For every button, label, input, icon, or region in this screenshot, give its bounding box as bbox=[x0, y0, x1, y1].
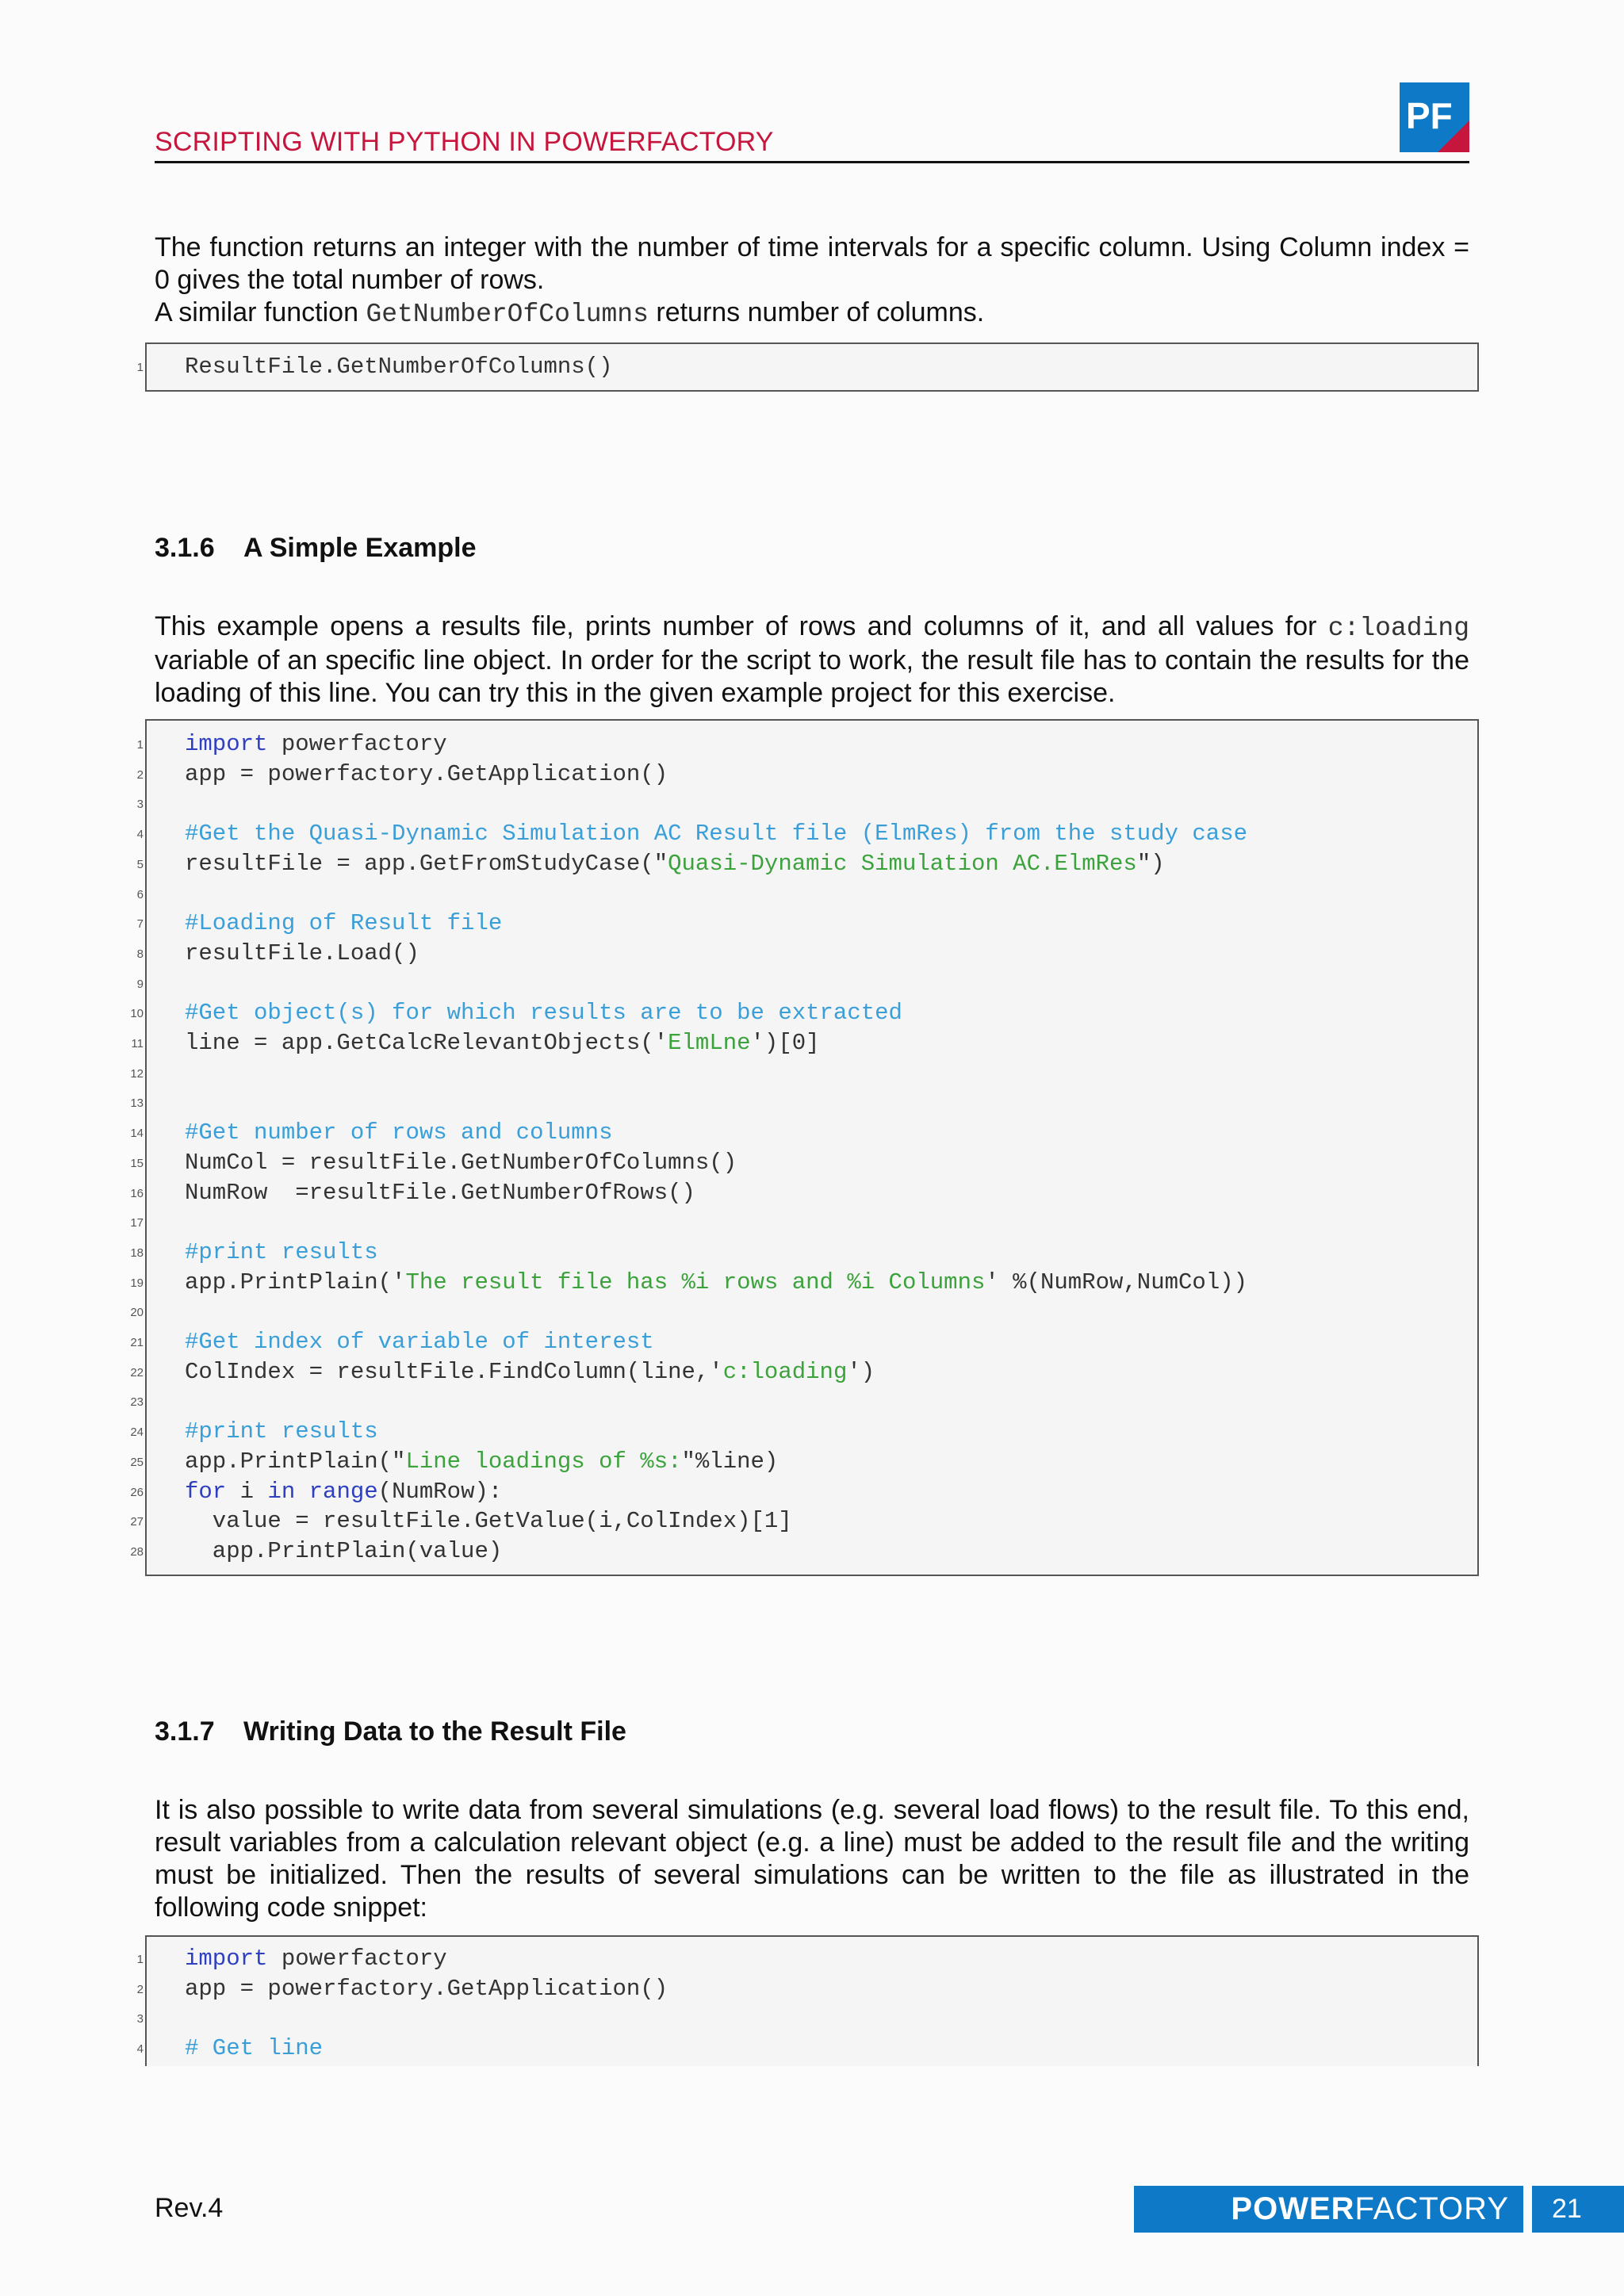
pf-logo-icon bbox=[1400, 82, 1469, 152]
code-token: line = app.GetCalcRelevantObjects(' bbox=[185, 1030, 668, 1056]
section-heading-3-1-6 bbox=[155, 533, 477, 564]
code-string: ElmLne bbox=[668, 1030, 751, 1056]
line-number: 10 bbox=[130, 1007, 144, 1021]
line-number: 4 bbox=[136, 828, 144, 842]
code-token: ColIndex = resultFile.FindColumn(line,' bbox=[185, 1358, 723, 1385]
line-number: 4 bbox=[136, 2042, 144, 2057]
code-text bbox=[185, 1148, 737, 1178]
code-token bbox=[295, 1479, 308, 1505]
code-text bbox=[185, 1028, 820, 1058]
code-text bbox=[185, 849, 1165, 879]
line-number: 24 bbox=[130, 1425, 144, 1440]
section-title: A Simple Example bbox=[243, 533, 477, 563]
code-text bbox=[185, 1447, 778, 1477]
code-comment: #Get object(s) for which results are to be extracted bbox=[185, 1000, 902, 1027]
line-number: 25 bbox=[130, 1455, 144, 1469]
code-line bbox=[130, 1178, 1477, 1208]
code-line bbox=[136, 1944, 1477, 1974]
brand-banner bbox=[1134, 2186, 1523, 2233]
line-number: 19 bbox=[130, 1276, 144, 1290]
code-line bbox=[136, 760, 1477, 790]
code-line bbox=[136, 2034, 1477, 2064]
code-text bbox=[185, 1974, 668, 2004]
code-text bbox=[185, 998, 902, 1028]
code-line bbox=[130, 1088, 1477, 1118]
code-string: c:loading bbox=[722, 1358, 848, 1385]
code-line bbox=[136, 789, 1477, 819]
code-comment: #Get the Quasi-Dynamic Simulation AC Result file (ElmRes) from the study case bbox=[185, 821, 1248, 848]
code-comment: #print results bbox=[185, 1418, 378, 1445]
header-rule bbox=[155, 161, 1469, 163]
line-number: 11 bbox=[131, 1037, 144, 1050]
section-2-paragraph: It is also possible to write data from several simulations (e.g. several load flows) to the result file. To this end, result variables from a calculation relevant object (e.g. a line) must be added to the result file and the writing must be initialized. Then the results of several simulations can be written to the file as illustrated in the following code snippet: bbox=[155, 1795, 1469, 1923]
line-number: 13 bbox=[130, 1096, 144, 1111]
code-line bbox=[136, 352, 1477, 382]
code-line bbox=[136, 939, 1477, 969]
intro-paragraph bbox=[155, 232, 1469, 331]
section-title: Writing Data to the Result File bbox=[243, 1716, 626, 1747]
code-token: app = powerfactory.GetApplication() bbox=[185, 1975, 668, 2002]
line-number: 2 bbox=[136, 1982, 144, 1996]
code-token: (NumRow): bbox=[377, 1478, 503, 1505]
code-line bbox=[136, 819, 1477, 849]
line-number: 7 bbox=[136, 917, 144, 932]
code-line bbox=[130, 1058, 1477, 1089]
code-string: The result file has %i rows and %i Columns bbox=[405, 1269, 986, 1295]
code-text bbox=[185, 760, 668, 790]
code-text bbox=[185, 1178, 695, 1208]
line-number: 3 bbox=[136, 798, 144, 812]
code-keyword: import bbox=[185, 731, 268, 757]
code-comment: # Get line bbox=[185, 2035, 324, 2062]
line-number: 8 bbox=[136, 947, 144, 961]
code-text bbox=[185, 1944, 447, 1974]
section-number: 3.1.7 bbox=[155, 1716, 215, 1747]
line-number: 6 bbox=[136, 887, 144, 901]
code-text bbox=[185, 1357, 875, 1387]
code-token: i bbox=[226, 1478, 268, 1505]
revision-label: Rev.4 bbox=[155, 2193, 224, 2223]
section-number: 3.1.6 bbox=[155, 533, 215, 563]
code-text bbox=[185, 1118, 613, 1148]
code-text bbox=[185, 1506, 792, 1536]
page-number: 21 bbox=[1532, 2186, 1624, 2233]
code-text bbox=[185, 2034, 323, 2064]
code-line bbox=[136, 909, 1477, 939]
code-block-1 bbox=[136, 342, 1479, 392]
code-token: powerfactory bbox=[267, 731, 447, 757]
line-number: 5 bbox=[136, 857, 144, 871]
brand-bold: POWER bbox=[1231, 2191, 1355, 2226]
line-number: 28 bbox=[130, 1544, 144, 1559]
code-line bbox=[130, 1238, 1477, 1268]
code-block-2 bbox=[130, 719, 1479, 1576]
line-number: 14 bbox=[130, 1127, 144, 1141]
section-1-text-a: This example opens a results file, prints number of rows and columns of it, and all values for bbox=[155, 611, 1328, 641]
code-line bbox=[136, 969, 1477, 999]
line-number: 18 bbox=[130, 1246, 144, 1260]
code-line bbox=[136, 879, 1477, 909]
code-string: Line loadings of %s: bbox=[405, 1448, 682, 1475]
code-text bbox=[185, 939, 419, 969]
code-line bbox=[130, 1268, 1477, 1298]
pf-logo-text: PF bbox=[1406, 95, 1453, 136]
code-line bbox=[136, 1974, 1477, 2004]
code-line bbox=[136, 2003, 1477, 2034]
code-keyword: range bbox=[308, 1478, 378, 1505]
line-number: 23 bbox=[130, 1395, 144, 1410]
code-keyword: in bbox=[267, 1478, 296, 1505]
intro-text-2a: A similar function bbox=[155, 297, 366, 327]
code-line bbox=[130, 1297, 1477, 1327]
code-token: ") bbox=[1136, 850, 1165, 877]
line-number: 16 bbox=[130, 1186, 144, 1200]
code-line bbox=[136, 849, 1477, 879]
code-comment: #print results bbox=[185, 1238, 378, 1265]
code-token: resultFile.Load() bbox=[185, 939, 419, 966]
line-number: 1 bbox=[136, 738, 144, 752]
code-keyword: for bbox=[185, 1478, 227, 1505]
code-line bbox=[130, 1417, 1477, 1447]
code-token: powerfactory bbox=[267, 1946, 447, 1972]
line-number: 21 bbox=[130, 1336, 144, 1349]
code-text bbox=[185, 819, 1247, 849]
line-number: 1 bbox=[136, 1953, 144, 1966]
code-text bbox=[185, 1477, 502, 1507]
code-token: "%line) bbox=[681, 1448, 779, 1475]
line-number: 27 bbox=[130, 1515, 144, 1529]
code-text bbox=[185, 1268, 1247, 1298]
code-token: resultFile = app.GetFromStudyCase(" bbox=[185, 850, 668, 877]
code-token: ')[0] bbox=[750, 1030, 820, 1056]
code-comment: #Get number of rows and columns bbox=[185, 1119, 613, 1146]
brand-light: FACTORY bbox=[1354, 2191, 1509, 2226]
line-number: 12 bbox=[130, 1066, 144, 1081]
intro-text-2b: returns number of columns. bbox=[648, 297, 985, 327]
code-token: app = powerfactory.GetApplication() bbox=[185, 760, 668, 787]
code-line bbox=[130, 1506, 1477, 1536]
code-line bbox=[130, 1148, 1477, 1178]
line-number: 1 bbox=[136, 361, 144, 374]
line-number: 20 bbox=[130, 1306, 144, 1320]
code-comment: #Loading of Result file bbox=[185, 910, 503, 937]
line-number: 9 bbox=[136, 977, 144, 991]
code-line bbox=[130, 1357, 1477, 1387]
code-token: app.PrintPlain(value) bbox=[185, 1537, 503, 1564]
code-line bbox=[130, 1327, 1477, 1357]
code-text bbox=[185, 909, 502, 939]
code-token: value = resultFile.GetValue(i,ColIndex)[1] bbox=[185, 1508, 792, 1535]
code-block-3 bbox=[136, 1935, 1479, 2066]
line-number: 3 bbox=[136, 2012, 144, 2026]
code-text bbox=[185, 1327, 654, 1357]
code-text bbox=[185, 1238, 378, 1268]
code-token: app.PrintPlain(' bbox=[185, 1269, 406, 1295]
section-1-text-b: variable of an specific line object. In order for the script to work, the result file has to contain the results for the loading of this line. You can try this in the given example project for this exercise. bbox=[155, 645, 1469, 708]
line-number: 22 bbox=[130, 1365, 144, 1380]
code-token: ResultFile.GetNumberOfColumns() bbox=[185, 354, 613, 380]
code-token: NumCol = resultFile.GetNumberOfColumns() bbox=[185, 1149, 737, 1176]
code-line bbox=[136, 729, 1477, 760]
code-line bbox=[130, 1118, 1477, 1148]
code-token: NumRow =resultFile.GetNumberOfRows() bbox=[185, 1179, 695, 1206]
code-line bbox=[130, 998, 1477, 1028]
code-line bbox=[130, 1536, 1477, 1567]
line-number: 15 bbox=[130, 1156, 144, 1170]
code-text bbox=[185, 729, 447, 760]
code-token: app.PrintPlain(" bbox=[185, 1448, 406, 1475]
code-line bbox=[130, 1447, 1477, 1477]
line-number: 26 bbox=[130, 1485, 144, 1499]
code-token: ' %(NumRow,NumCol)) bbox=[985, 1269, 1248, 1295]
line-number: 2 bbox=[136, 767, 144, 782]
intro-text-1: The function returns an integer with the number of time intervals for a specific column. Using Column index = 0 gives the total number of rows. bbox=[155, 232, 1469, 295]
section-heading-3-1-7 bbox=[155, 1716, 626, 1747]
code-text bbox=[185, 1417, 378, 1447]
code-line bbox=[130, 1387, 1477, 1417]
code-token: ') bbox=[847, 1358, 875, 1385]
code-text bbox=[185, 1536, 502, 1567]
code-line bbox=[130, 1207, 1477, 1238]
line-number: 17 bbox=[130, 1216, 144, 1230]
section-1-paragraph bbox=[155, 610, 1469, 710]
code-line bbox=[131, 1028, 1477, 1058]
inline-code: GetNumberOfColumns bbox=[366, 300, 649, 329]
code-comment: #Get index of variable of interest bbox=[185, 1329, 654, 1355]
code-string: Quasi-Dynamic Simulation AC.ElmRes bbox=[668, 850, 1137, 877]
inline-code: c:loading bbox=[1327, 614, 1469, 643]
code-text bbox=[185, 352, 613, 382]
code-line bbox=[130, 1477, 1477, 1507]
code-keyword: import bbox=[185, 1946, 268, 1972]
running-header: SCRIPTING WITH PYTHON IN POWERFACTORY bbox=[155, 127, 774, 157]
